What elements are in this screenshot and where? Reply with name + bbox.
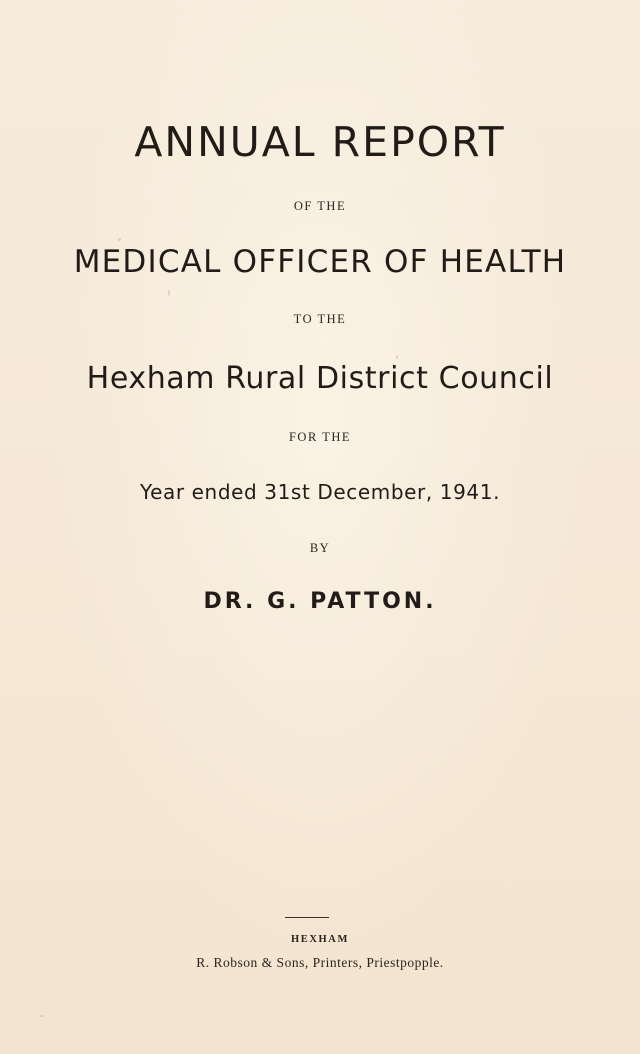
- imprint-divider: [285, 917, 329, 918]
- connector-by: BY: [309, 541, 331, 555]
- report-title: ANNUAL REPORT: [134, 118, 506, 166]
- paper-speck: [396, 355, 398, 359]
- paper-speck: [40, 1015, 43, 1017]
- paper-speck: [168, 290, 170, 296]
- report-author: DR. G. PATTON.: [203, 589, 437, 614]
- connector-of-the: OF THE: [293, 199, 347, 213]
- connector-for-the: FOR THE: [288, 430, 351, 444]
- paper-speck: [118, 238, 121, 241]
- council-name: Hexham Rural District Council: [86, 361, 554, 396]
- imprint-place: HEXHAM: [290, 934, 349, 945]
- report-subject: MEDICAL OFFICER OF HEALTH: [73, 244, 567, 280]
- connector-to-the: TO THE: [293, 312, 347, 326]
- report-period: Year ended 31st December, 1941.: [139, 480, 501, 504]
- imprint-printer: R. Robson & Sons, Printers, Priestpopple.: [196, 955, 444, 970]
